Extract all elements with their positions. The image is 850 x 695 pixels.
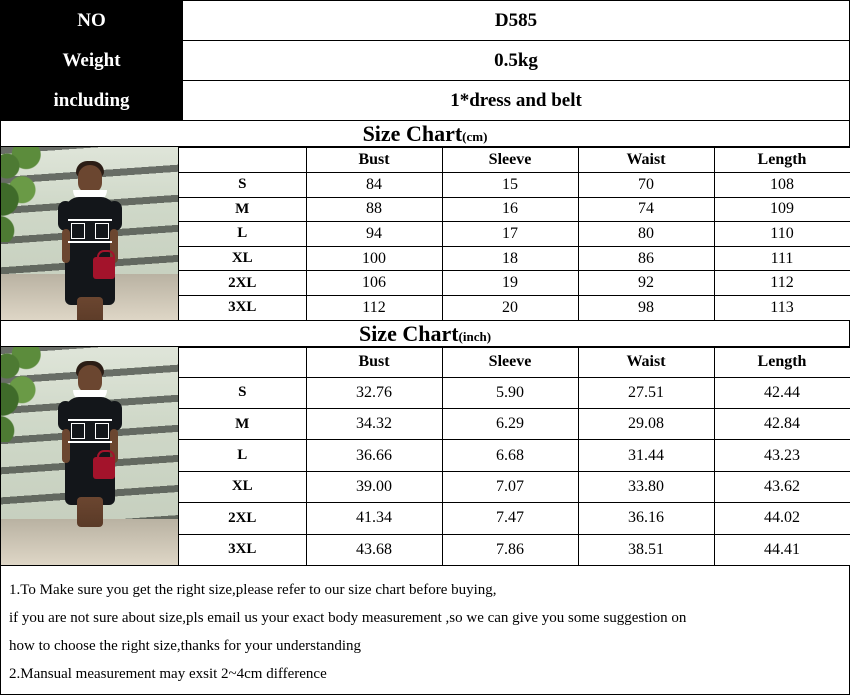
cm-row-waist: 98	[578, 295, 714, 320]
cm-row-bust: 100	[306, 246, 442, 271]
size-chart-inch-table	[179, 347, 850, 566]
inch-row-size: 2XL	[179, 503, 306, 534]
cm-header-length: Length	[714, 148, 850, 173]
photo-model	[47, 165, 133, 305]
photo-handbag	[93, 257, 115, 279]
inch-row-waist: 29.08	[578, 408, 714, 439]
photo-dress-pocket-left	[71, 423, 85, 439]
cm-row-length: 110	[714, 222, 850, 247]
inch-row-waist: 27.51	[578, 377, 714, 408]
inch-header-waist: Waist	[578, 347, 714, 377]
inch-row-sleeve: 7.47	[442, 503, 578, 534]
inch-header-sleeve: Sleeve	[442, 347, 578, 377]
inch-row-bust: 36.66	[306, 440, 442, 471]
size-chart-cm-title-text: Size Chart	[362, 121, 463, 146]
inch-header-bust: Bust	[306, 347, 442, 377]
inch-row-sleeve: 6.68	[442, 440, 578, 471]
size-chart-inch-block	[0, 347, 850, 566]
table-row	[179, 471, 850, 502]
photo-dress-pocket-left	[71, 223, 85, 239]
table-row	[179, 377, 850, 408]
note-line-4: 2.Mansual measurement may exsit 2~4cm difference	[9, 665, 327, 682]
photo-model-head	[78, 365, 102, 393]
cm-header-sleeve: Sleeve	[442, 148, 578, 173]
cm-row-sleeve: 15	[442, 173, 578, 198]
inch-row-length: 43.62	[714, 471, 850, 502]
inch-row-waist: 33.80	[578, 471, 714, 502]
photo-dress-sleeve-right	[107, 201, 122, 231]
photo-handbag	[93, 457, 115, 479]
table-row	[179, 222, 850, 247]
inch-row-bust: 39.00	[306, 471, 442, 502]
inch-row-length: 44.02	[714, 503, 850, 534]
photo-model-arm-left	[62, 229, 70, 263]
size-chart-inch-title-text: Size Chart	[358, 320, 459, 346]
cm-row-size: XL	[179, 246, 306, 271]
inch-row-length: 42.84	[714, 408, 850, 439]
inch-row-waist: 36.16	[578, 503, 714, 534]
inch-row-length: 42.44	[714, 377, 850, 408]
table-row	[1, 1, 850, 41]
notes-section	[0, 566, 850, 695]
photo-dress-pocket-right	[95, 423, 109, 439]
cm-row-sleeve: 20	[442, 295, 578, 320]
cm-row-bust: 84	[306, 173, 442, 198]
cm-row-waist: 80	[578, 222, 714, 247]
size-chart-cm-table-wrap	[179, 147, 850, 321]
inch-row-size: XL	[179, 471, 306, 502]
cm-row-size: S	[179, 173, 306, 198]
photo-model	[47, 365, 133, 505]
photo-dress-sleeve-right	[107, 401, 122, 431]
table-row	[179, 246, 850, 271]
info-label-weight: Weight	[1, 41, 183, 81]
cm-row-sleeve: 18	[442, 246, 578, 271]
product-photo-cm	[0, 147, 179, 321]
table-header-row	[179, 148, 850, 173]
cm-row-size: L	[179, 222, 306, 247]
inch-row-sleeve: 7.07	[442, 471, 578, 502]
table-row	[179, 408, 850, 439]
cm-row-sleeve: 17	[442, 222, 578, 247]
size-chart-inch-title	[0, 321, 850, 347]
table-row	[179, 440, 850, 471]
size-chart-inch-table-wrap	[179, 347, 850, 566]
size-chart-cm-unit: (cm)	[462, 129, 488, 144]
info-label-including: including	[1, 81, 183, 121]
size-chart-cm-table	[179, 147, 850, 321]
table-row	[179, 197, 850, 222]
cm-row-size: 3XL	[179, 295, 306, 320]
cm-row-bust: 88	[306, 197, 442, 222]
cm-row-sleeve: 19	[442, 271, 578, 296]
inch-row-bust: 41.34	[306, 503, 442, 534]
photo-dress-trim-lower	[68, 241, 112, 243]
photo-dress-trim-upper	[68, 219, 112, 221]
cm-row-length: 112	[714, 271, 850, 296]
cm-row-size: 2XL	[179, 271, 306, 296]
cm-header-waist: Waist	[578, 148, 714, 173]
photo-model-legs	[77, 497, 103, 527]
photo-model-arm-left	[62, 429, 70, 463]
info-label-no: NO	[1, 1, 183, 41]
note-line-2: if you are not sure about size,pls email us your exact body measurement ,so we can give you some suggestion on	[9, 609, 687, 626]
inch-row-size: L	[179, 440, 306, 471]
info-value-weight: 0.5kg	[183, 41, 850, 81]
model-photo-illustration	[1, 147, 178, 320]
table-row	[1, 81, 850, 121]
table-row	[179, 173, 850, 198]
inch-row-bust: 43.68	[306, 534, 442, 565]
cm-row-length: 111	[714, 246, 850, 271]
note-line-3: how to choose the right size,thanks for your understanding	[9, 637, 362, 654]
cm-row-waist: 86	[578, 246, 714, 271]
table-row	[179, 271, 850, 296]
inch-row-size: M	[179, 408, 306, 439]
photo-model-head	[78, 165, 102, 193]
inch-row-length: 43.23	[714, 440, 850, 471]
size-chart-cm-title	[0, 121, 850, 147]
photo-dress-pocket-right	[95, 223, 109, 239]
cm-row-waist: 70	[578, 173, 714, 198]
product-photo-inch	[0, 347, 179, 566]
inch-row-sleeve: 7.86	[442, 534, 578, 565]
cm-row-length: 113	[714, 295, 850, 320]
table-row	[179, 503, 850, 534]
cm-row-bust: 106	[306, 271, 442, 296]
cm-row-size: M	[179, 197, 306, 222]
cm-row-sleeve: 16	[442, 197, 578, 222]
cm-row-length: 108	[714, 173, 850, 198]
size-chart-inch-unit: (inch)	[458, 328, 492, 344]
inch-row-length: 44.41	[714, 534, 850, 565]
inch-header-size	[179, 347, 306, 377]
photo-dress-trim-upper	[68, 419, 112, 421]
cm-row-length: 109	[714, 197, 850, 222]
inch-row-size: 3XL	[179, 534, 306, 565]
inch-row-sleeve: 6.29	[442, 408, 578, 439]
inch-header-length: Length	[714, 347, 850, 377]
cm-row-bust: 94	[306, 222, 442, 247]
photo-dress-trim-lower	[68, 441, 112, 443]
cm-header-bust: Bust	[306, 148, 442, 173]
cm-row-bust: 112	[306, 295, 442, 320]
cm-row-waist: 74	[578, 197, 714, 222]
inch-row-bust: 34.32	[306, 408, 442, 439]
table-row	[179, 534, 850, 565]
info-value-including: 1*dress and belt	[183, 81, 850, 121]
table-row	[1, 41, 850, 81]
product-info-table	[0, 0, 850, 121]
inch-row-waist: 31.44	[578, 440, 714, 471]
table-row	[179, 295, 850, 320]
model-photo-illustration-2	[1, 347, 178, 565]
table-header-row	[179, 347, 850, 377]
size-chart-cm-block	[0, 147, 850, 321]
info-value-no: D585	[183, 1, 850, 41]
cm-header-size	[179, 148, 306, 173]
inch-row-waist: 38.51	[578, 534, 714, 565]
note-line-1: 1.To Make sure you get the right size,please refer to our size chart before buying,	[9, 581, 497, 598]
cm-row-waist: 92	[578, 271, 714, 296]
inch-row-bust: 32.76	[306, 377, 442, 408]
inch-row-size: S	[179, 377, 306, 408]
photo-model-legs	[77, 297, 103, 321]
inch-row-sleeve: 5.90	[442, 377, 578, 408]
